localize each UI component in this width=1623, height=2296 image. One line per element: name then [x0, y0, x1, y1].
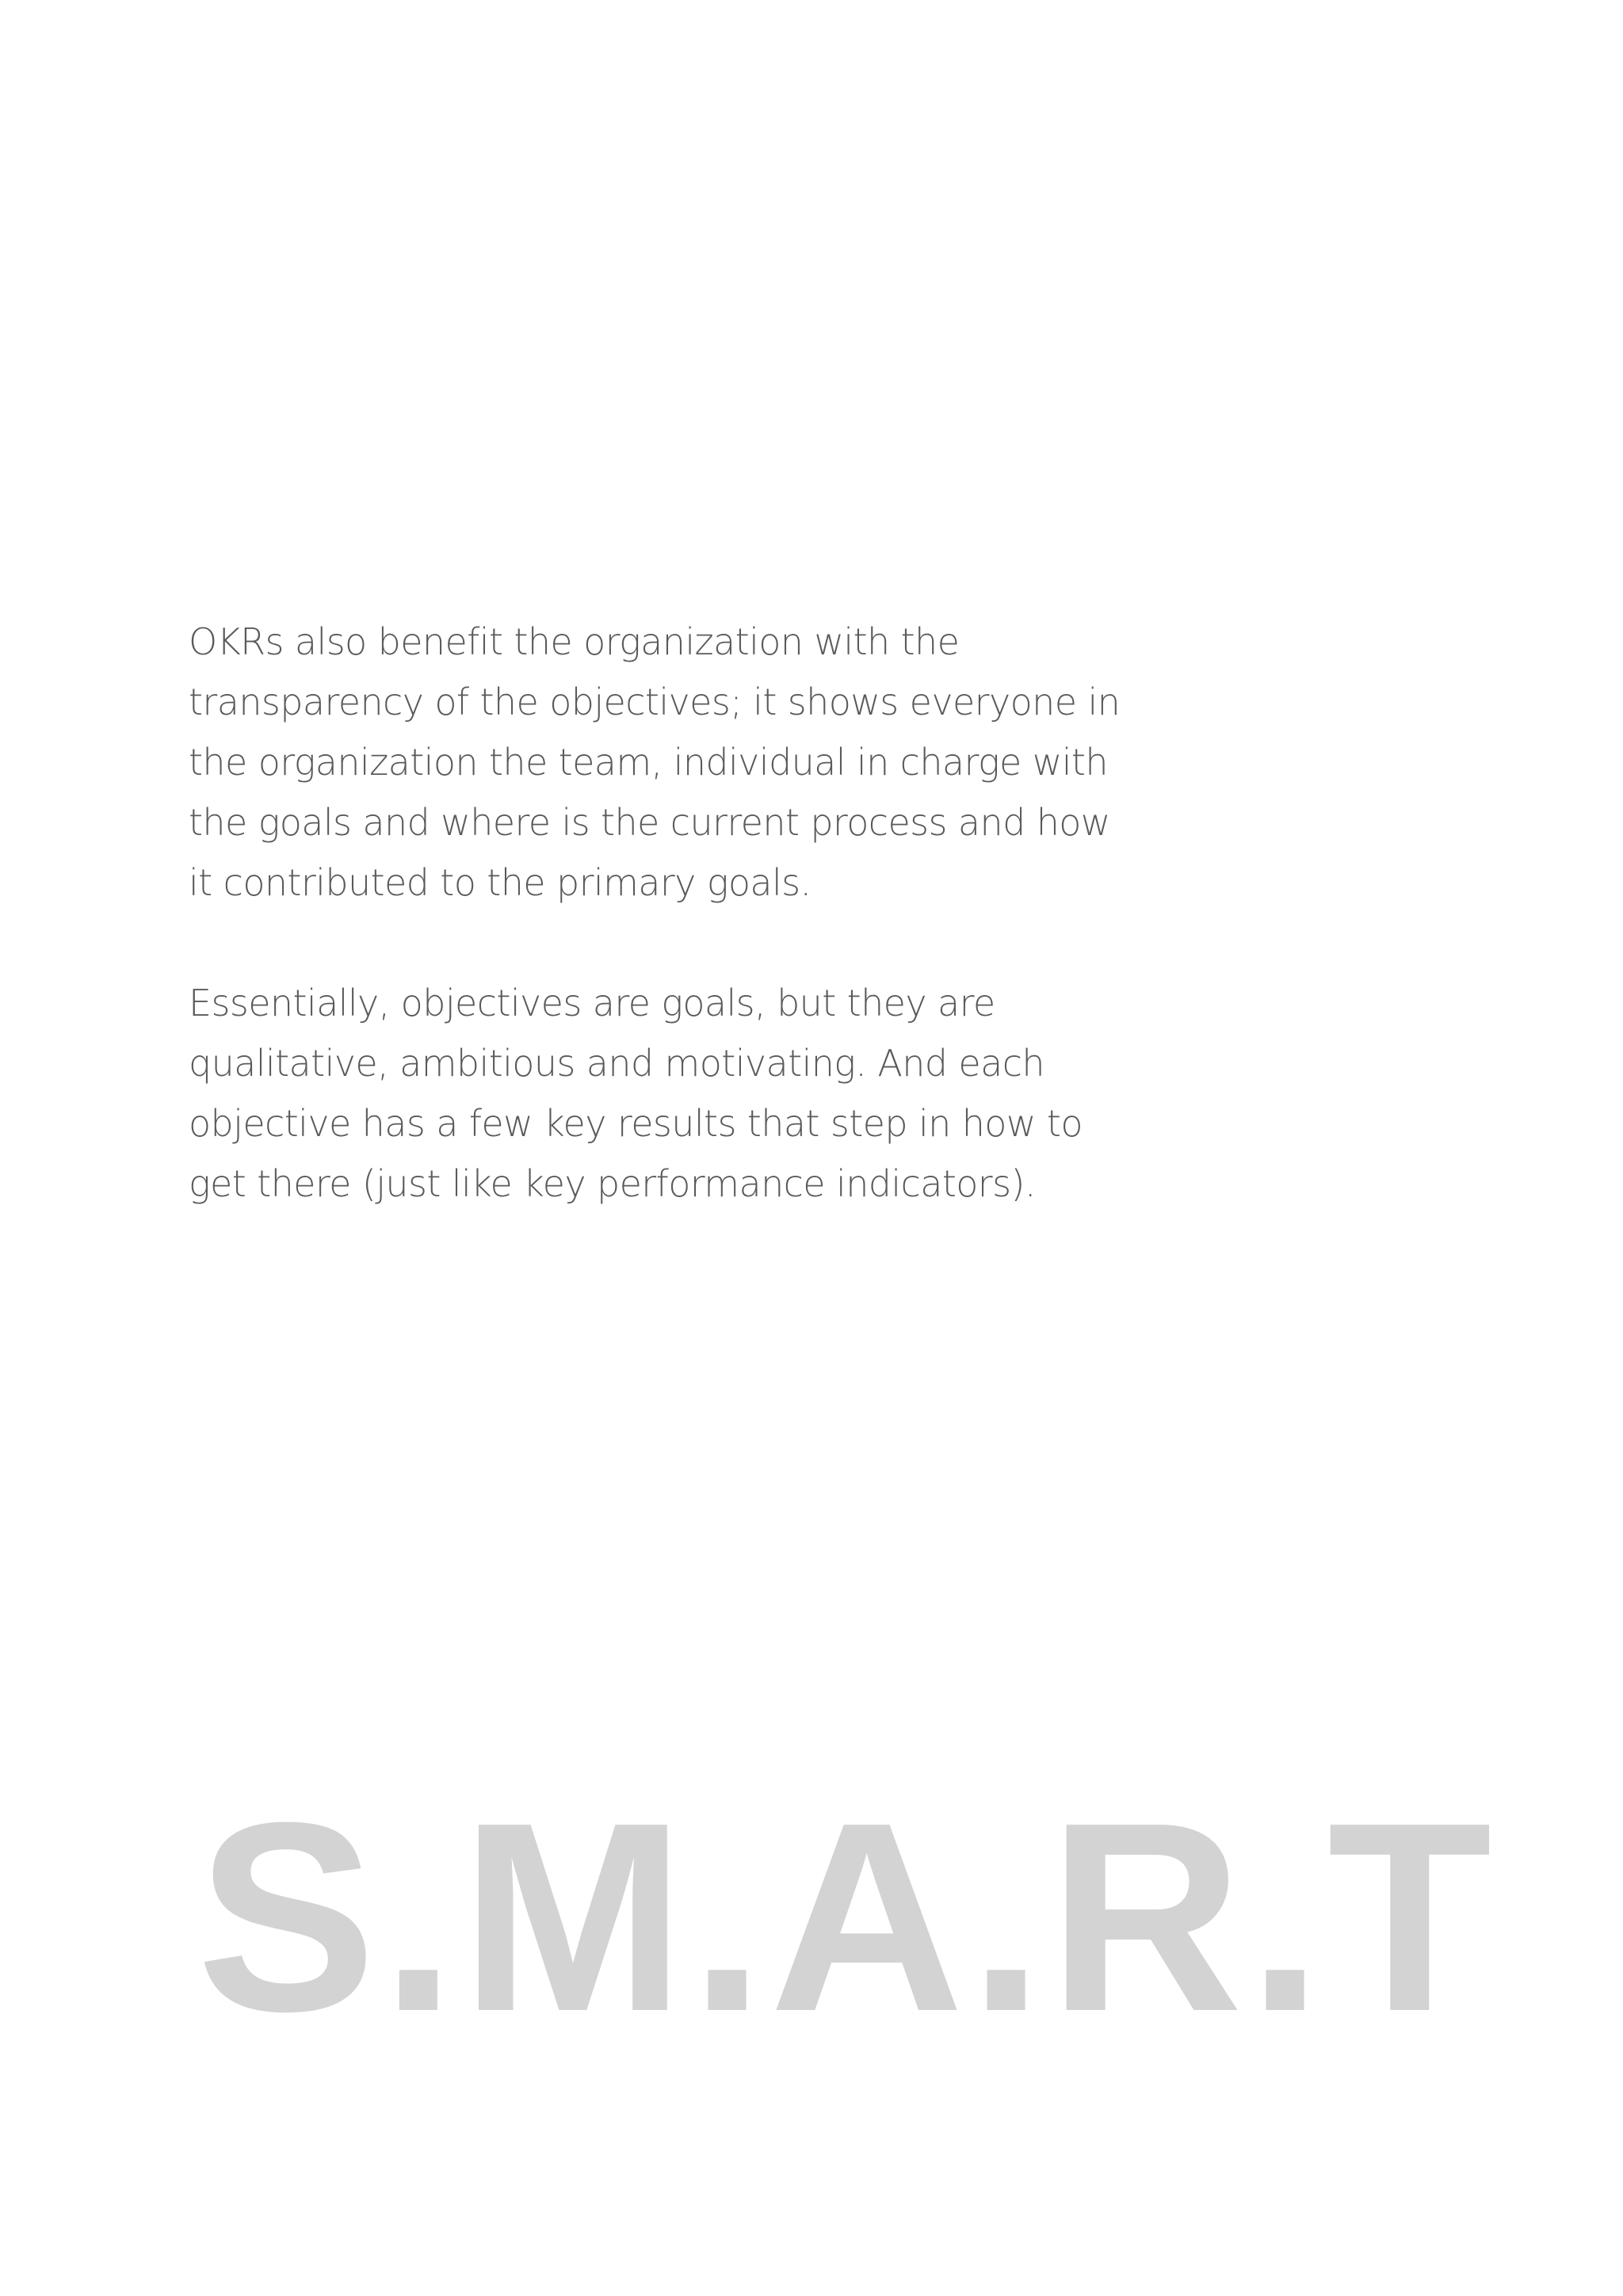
- paragraph-objectives-definition: [189, 973, 1124, 1214]
- paragraph-line: qualitative, ambitious and motivating. And each: [189, 1042, 1044, 1085]
- paragraph-line: the organization the team, individual in charge with: [189, 741, 1108, 784]
- paragraph-line: Essentially, objectives are goals, but they are: [189, 982, 995, 1024]
- smart-heading: S.M.A.R.T: [197, 1767, 1497, 2068]
- paragraph-line: the goals and where is the current process and how: [189, 801, 1110, 844]
- paragraph-okr-transparency: [189, 612, 1124, 913]
- paragraph-line: get there (just like key performance indicators).: [189, 1162, 1036, 1205]
- body-text-block: [189, 612, 1124, 1214]
- paragraph-line: transparency of the objectives; it shows everyone in: [189, 681, 1121, 723]
- paragraph-line: OKRs also benefit the organization with the: [189, 620, 960, 663]
- paragraph-line: it contributed to the primary goals.: [189, 861, 812, 904]
- paragraph-line: objective has a few key results that step in how to: [189, 1102, 1083, 1145]
